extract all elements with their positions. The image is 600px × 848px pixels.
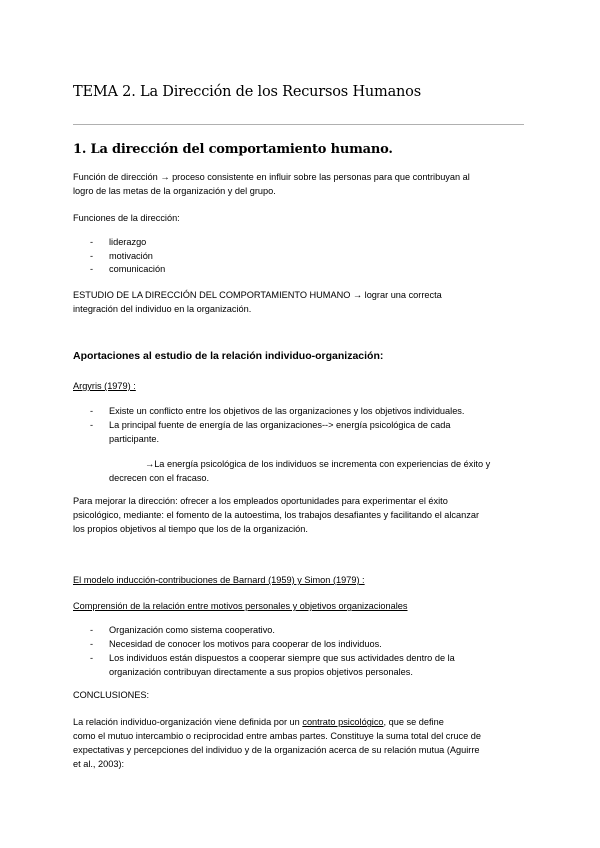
page-title: TEMA 2. La Dirección de los Recursos Humanos bbox=[73, 84, 421, 100]
mejorar-line-1: Para mejorar la dirección: ofrecer a los empleados oportunidades para experimentar el éxito bbox=[73, 496, 448, 506]
definition-line-2: logro de las metas de la organización y del grupo. bbox=[73, 186, 276, 196]
comprension-label: Comprensión de la relación entre motivos personales y objetivos organizacionales bbox=[73, 601, 408, 611]
modelo-item-1: Organización como sistema cooperativo. bbox=[109, 625, 275, 635]
list-dash: - bbox=[90, 264, 94, 274]
conclusion-line-3: expectativas y percepciones del individuo y de la organización acerca de su relación mutua (Aguirre bbox=[73, 745, 480, 755]
modelo-label: El modelo inducción-contribuciones de Barnard (1959) y Simon (1979) : bbox=[73, 575, 365, 585]
mejorar-line-2: psicológico, mediante: el fomento de la autoestima, los trabajos desafiantes y facilitando el alcanzar bbox=[73, 510, 480, 520]
conclusion-line-4: et al., 2003): bbox=[73, 759, 125, 769]
modelo-item-3-line-1: Los individuos están dispuestos a cooperar siempre que sus actividades dentro de la bbox=[109, 653, 455, 663]
functions-label: Funciones de la dirección: bbox=[73, 213, 180, 223]
horizontal-divider bbox=[73, 124, 524, 125]
list-dash: - bbox=[90, 639, 94, 649]
conclusion-text-pre: La relación individuo-organización viene definida por un bbox=[73, 717, 303, 727]
list-dash: - bbox=[90, 406, 94, 416]
mejorar-line-3: los propios objetivos al tiempo que los de la organización. bbox=[73, 524, 308, 534]
definition-line-1: Función de dirección → proceso consistente en influir sobre las personas para que contribuyan al bbox=[73, 172, 470, 182]
argyris-item-2-line-2: participante. bbox=[109, 434, 160, 444]
list-dash: - bbox=[90, 625, 94, 635]
conclusion-line-1 bbox=[73, 715, 444, 729]
conclusion-text-post: , que se define bbox=[383, 717, 444, 727]
estudio-line-2: integración del individuo en la organización. bbox=[73, 304, 252, 314]
argyris-item-1: Existe un conflicto entre los objetivos de las organizaciones y los objetivos individuales. bbox=[109, 406, 465, 416]
argyris-label: Argyris (1979) : bbox=[73, 381, 136, 391]
list-dash: - bbox=[90, 251, 94, 261]
contrato-psicologico-link: contrato psicológico bbox=[302, 717, 384, 727]
function-item-leadership: liderazgo bbox=[109, 237, 147, 247]
section-2-heading: Aportaciones al estudio de la relación individuo-organización: bbox=[73, 350, 384, 362]
conclusiones-label: CONCLUSIONES: bbox=[73, 690, 150, 700]
argyris-item-2-line-1: La principal fuente de energía de las organizaciones--> energía psicológica de cada bbox=[109, 420, 451, 430]
list-dash: - bbox=[90, 420, 94, 430]
modelo-item-3-line-2: organización contribuyan directamente a sus propios objetivos personales. bbox=[109, 667, 413, 677]
conclusion-line-2: como el mutuo intercambio o reciprocidad entre ambas partes. Constituye la suma total del cruce de bbox=[73, 731, 482, 741]
section-1-heading: 1. La dirección del comportamiento humano. bbox=[73, 142, 393, 157]
modelo-item-2: Necesidad de conocer los motivos para cooperar de los individuos. bbox=[109, 639, 382, 649]
list-dash: - bbox=[90, 237, 94, 247]
list-dash: - bbox=[90, 653, 94, 663]
estudio-line-1: ESTUDIO DE LA DIRECCIÓN DEL COMPORTAMIENTO HUMANO → lograr una correcta bbox=[73, 290, 442, 300]
function-item-communication: comunicación bbox=[109, 264, 166, 274]
function-item-motivation: motivación bbox=[109, 251, 153, 261]
argyris-note-line-1: →La energía psicológica de los individuos se incrementa con experiencias de éxito y bbox=[145, 459, 491, 469]
argyris-note-line-2: decrecen con el fracaso. bbox=[109, 473, 210, 483]
